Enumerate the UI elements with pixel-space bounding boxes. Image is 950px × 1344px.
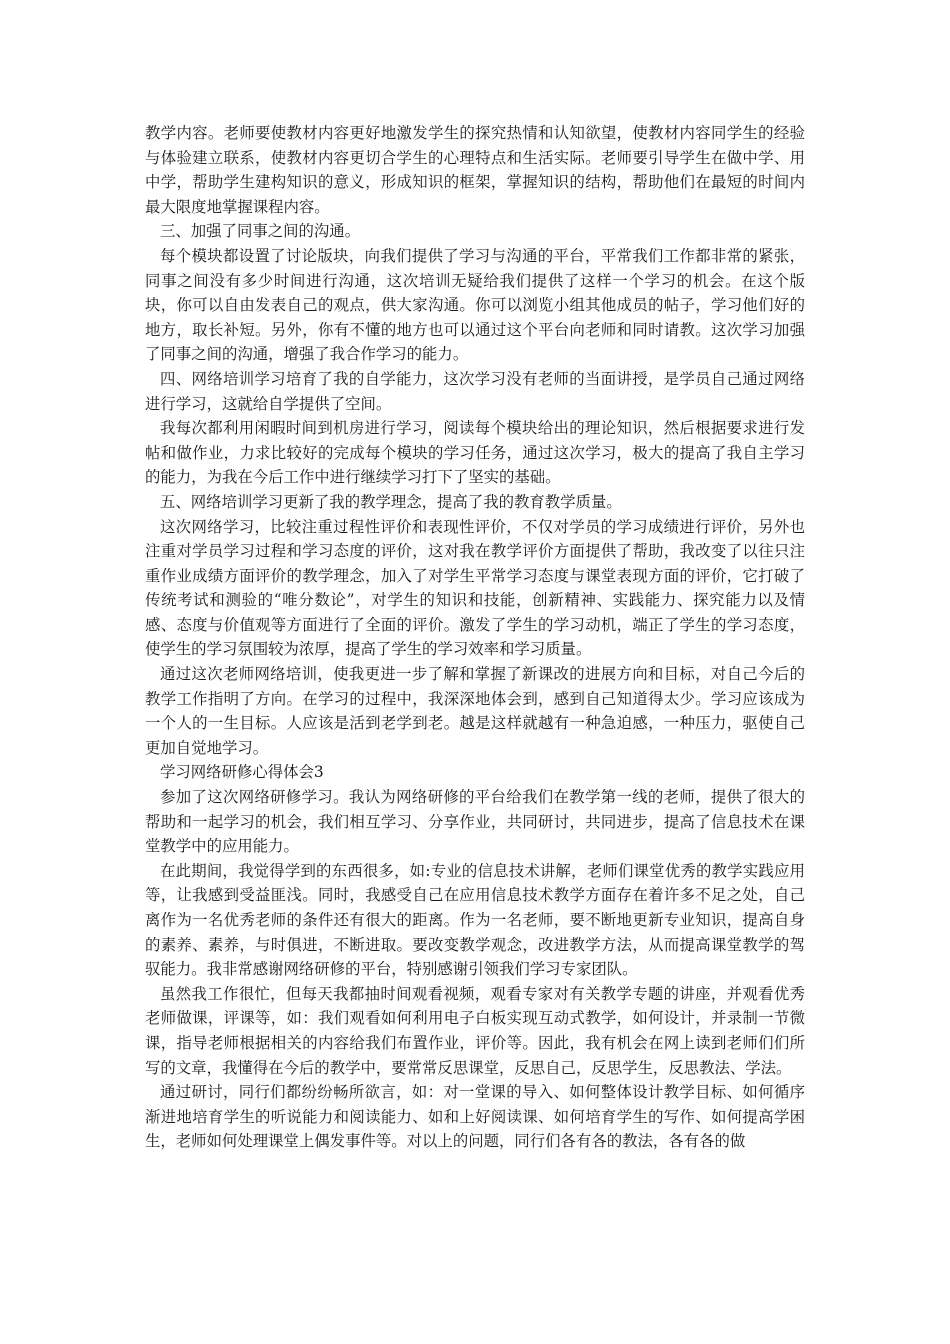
section-heading: 五、网络培训学习更新了我的教学理念，提高了我的教育教学质量。: [160, 492, 622, 511]
body-paragraph: 虽然我工作很忙，但每天我都抽时间观看视频，观看专家对有关教学专题的讲座，并观看优秀老师做课，评课等，如：我们观看如何利用电子白板实现互动式教学，如何设计，并录制一节微课，指导老师根据相关的内容给我们布置作业，评价等。因此，我有机会在网上读到老师们们所写的文章，我懂得在今后的教学中，要常常反思课堂，反思自己，反思学生，反思教法、学法。: [145, 984, 805, 1077]
body-paragraph: 这次网络学习，比较注重过程性评价和表现性评价，不仅对学员的学习成绩进行评价，另外也注重对学员学习过程和学习态度的评价，这对我在教学评价方面提供了帮助，我改变了以往只注重作业成绩方面评价的教学理念，加入了对学生平常学习态度与课堂表现方面的评价，它打破了传统考试和测验的“唯分数论”，对学生的知识和技能，创新精神、实践能力、探究能力以及情感、态度与价值观等方面进行了全面的评价。激发了学生的学习动机，端正了学生的学习态度，使学生的学习氛围较为浓厚，提高了学生的学习效率和学习质量。: [145, 517, 805, 659]
body-paragraph: 四、网络培训学习培育了我的自学能力，这次学习没有老师的当面讲授，是学员自己通过网络进行学习，这就给自学提供了空间。: [145, 369, 805, 413]
body-paragraph: 在此期间，我觉得学到的东西很多，如:专业的信息技术讲解，老师们课堂优秀的教学实践应用等，让我感到受益匪浅。同时，我感受自己在应用信息技术教学方面存在着许多不足之处，自己离作为一名优秀老师的条件还有很大的距离。作为一名老师，要不断地更新专业知识，提高自身的素养、素养，与时俱进，不断进取。要改变教学观念，改进教学方法，从而提高课堂教学的驾驭能力。我非常感谢网络研修的平台，特别感谢引领我们学习专家团队。: [145, 861, 805, 979]
body-paragraph: 通过研讨，同行们都纷纷畅所欲言，如：对一堂课的导入、如何整体设计教学目标、如何循序渐进地培育学生的听说能力和阅读能力、如和上好阅读课、如何培育学生的写作、如何提高学困生，老师如何处理课堂上偶发事件等。对以上的问题，同行们各有各的教法，各有各的做: [145, 1083, 805, 1151]
body-paragraph: 我每次都利用闲暇时间到机房进行学习，阅读每个模块给出的理论知识，然后根据要求进行发帖和做作业，力求比较好的完成每个模块的学习任务，通过这次学习，极大的提高了我自主学习的能力，为我在今后工作中进行继续学习打下了坚实的基础。: [145, 419, 805, 487]
section-heading: 学习网络研修心得体会3: [160, 763, 324, 782]
section-heading: 三、加强了同事之间的沟通。: [160, 222, 361, 241]
document-body: [145, 121, 805, 1154]
body-paragraph: 每个模块都设置了讨论版块，向我们提供了学习与沟通的平台，平常我们工作都非常的紧张，同事之间没有多少时间进行沟通，这次培训无疑给我们提供了这样一个学习的机会。在这个版块，你可以自由发表自己的观点，供大家沟通。你可以浏览小组其他成员的帖子，学习他们好的地方，取长补短。另外，你有不懂的地方也可以通过这个平台向老师和同时请教。这次学习加强了同事之间的沟通，增强了我合作学习的能力。: [145, 246, 805, 364]
body-paragraph: 通过这次老师网络培训，使我更进一步了解和掌握了新课改的进展方向和目标，对自己今后的教学工作指明了方向。在学习的过程中，我深深地体会到，感到自己知道得太少。学习应该成为一个人的一生目标。人应该是活到老学到老。越是这样就越有一种急迫感，一种压力，驱使自己更加自觉地学习。: [145, 665, 805, 757]
body-paragraph: 参加了这次网络研修学习。我认为网络研修的平台给我们在教学第一线的老师，提供了很大的帮助和一起学习的机会，我们相互学习、分享作业，共同研讨，共同进步，提高了信息技术在课堂教学中的应用能力。: [145, 788, 805, 856]
body-paragraph: 教学内容。老师要使教材内容更好地激发学生的探究热情和认知欲望，使教材内容同学生的经验与体验建立联系，使教材内容更切合学生的心理特点和生活实际。老师要引导学生在做中学、用中学，帮助学生建构知识的意义，形成知识的框架，掌握知识的结构，帮助他们在最短的时间内最大限度地掌握课程内容。: [145, 124, 805, 216]
